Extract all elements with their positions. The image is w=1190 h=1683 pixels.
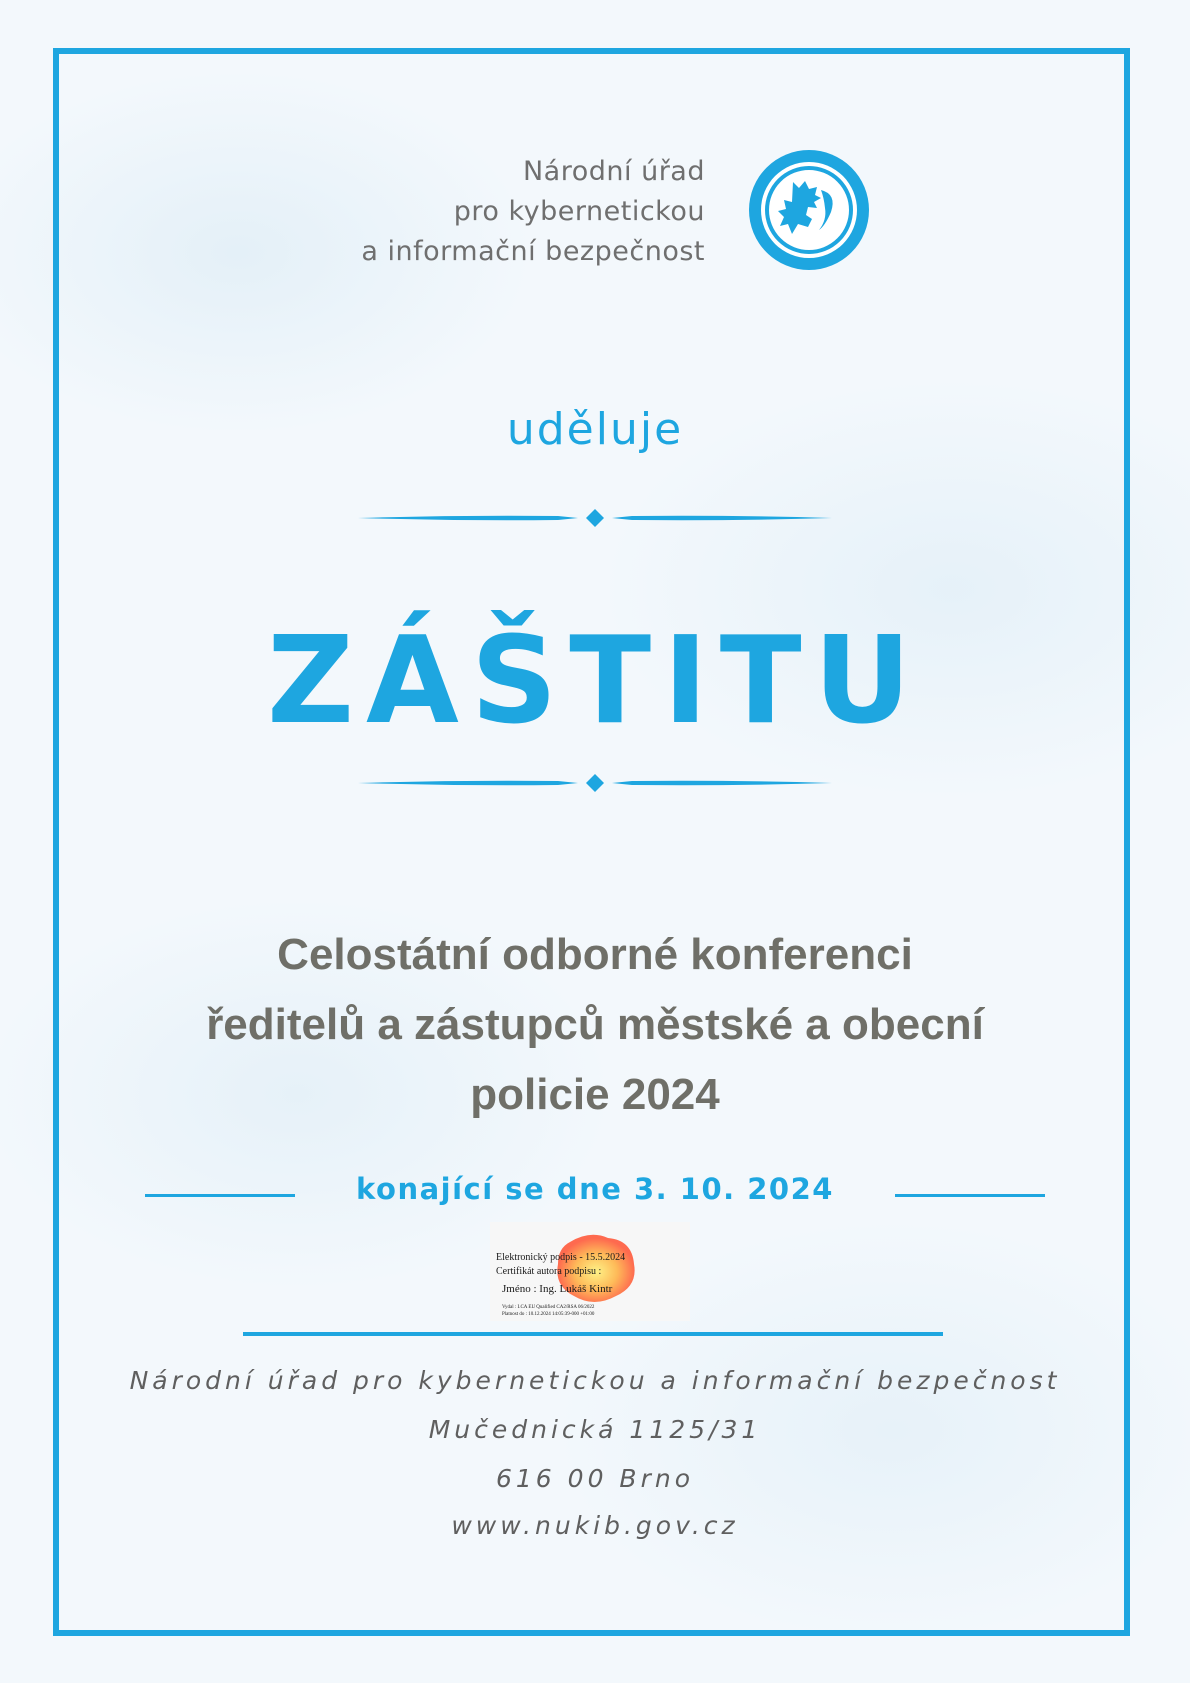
footer-city: 616 00 Brno — [496, 1464, 694, 1493]
main-title: ZÁŠTITU — [266, 612, 924, 751]
signature-line-4: Vydal : I.CA EU Qualified CA2/RSA 06/2022 — [502, 1305, 595, 1310]
top-ornament-divider — [358, 507, 832, 529]
signature-line-2: Certifikát autora podpisu : — [496, 1266, 602, 1277]
org-line-1: Národní úřad — [522, 156, 705, 187]
event-date: konající se dne 3. 10. 2024 — [356, 1172, 834, 1206]
electronic-signature-stamp — [490, 1222, 690, 1321]
footer-website[interactable]: www.nukib.gov.cz — [451, 1511, 739, 1540]
event-title-line-3: policie 2024 — [470, 1070, 720, 1119]
event-title-line-1: Celostátní odborné konferenci — [277, 930, 913, 979]
event-title-line-2: ředitelů a zástupců městské a obecní — [206, 1000, 984, 1049]
bottom-ornament-divider — [358, 772, 832, 794]
signature-line-1: Elektronický podpis - 15.5.2024 — [496, 1252, 626, 1263]
signature-line-5: Platnost do : 10.12.2024 14:05:39-000 +01:00 — [502, 1312, 595, 1317]
event-title — [0, 920, 1190, 1130]
header-org-name — [361, 152, 705, 272]
page-frame — [53, 48, 1130, 1636]
lion-emblem-icon — [745, 146, 873, 274]
signature-line-3: Jméno : Ing. Lukáš Kintr — [502, 1283, 613, 1295]
footer-divider — [243, 1332, 943, 1336]
org-line-2: pro kybernetickou — [453, 196, 705, 227]
org-line-3: a informační bezpečnost — [361, 236, 705, 267]
footer-org-name: Národní úřad pro kybernetickou a informační bezpečnost — [129, 1366, 1061, 1395]
footer-street: Mučednická 1125/31 — [428, 1415, 762, 1444]
date-rule-right — [895, 1194, 1045, 1197]
grants-label: uděluje — [506, 404, 684, 455]
